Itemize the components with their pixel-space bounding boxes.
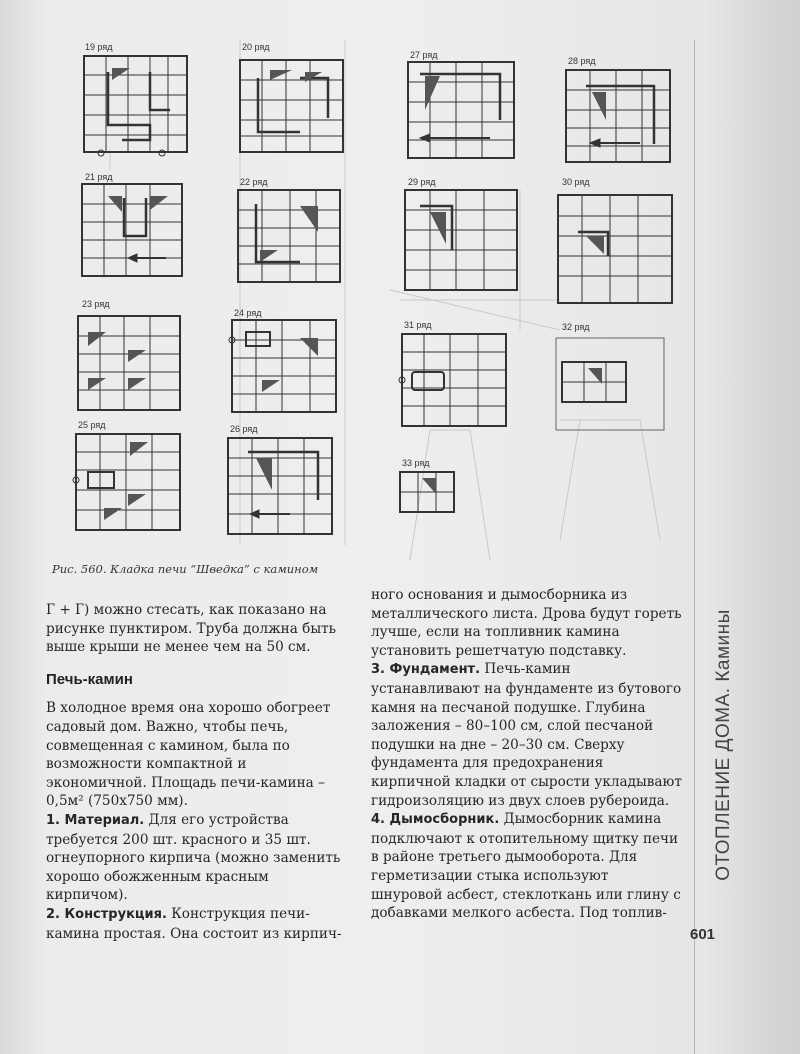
row-label-19: 19 ряд (85, 42, 113, 52)
item-1-text: Для его устройства требуется 200 шт. красного и 35 шт. огнеупорного кирпича (можно заменить хорошо обожженным красным кирпичом). (46, 811, 341, 904)
item-1-label: 1. Материал. (46, 812, 145, 828)
item-3-text: Печь-камин устанавливают на фундаменте из бутового камня на песчаной подушке. Глубина заложения – 80–100 см, слой песчаной подушки на дне – 20–30 см. Сверху фундамента для предохранения кирпичной кладки от сырости укладывают гидроизоляцию из двух слоев рубероида. (371, 661, 682, 809)
row-label-25: 25 ряд (78, 420, 106, 430)
masonry-row-29 (405, 190, 517, 290)
item-3-label: 3. Фундамент. (371, 662, 481, 678)
row-label-21: 21 ряд (85, 172, 113, 182)
masonry-row-31 (399, 334, 506, 426)
masonry-row-24 (229, 320, 336, 412)
row-label-22: 22 ряд (240, 177, 268, 187)
item-2-text: Конструкция печи-камина простая. Она состоит из кирпич- (46, 905, 342, 942)
background-sketch (110, 40, 660, 560)
row-label-26: 26 ряд (230, 424, 258, 434)
row-label-24: 24 ряд (234, 308, 262, 318)
paragraph-continued: ного основания и дымосборника из металлического листа. Дрова будут гореть лучше, если на топливник камина установить решетчатую подставку. (371, 587, 682, 659)
masonry-row-23 (78, 316, 180, 410)
item-1 (46, 811, 351, 905)
row-label-31: 31 ряд (404, 320, 432, 330)
intro-paragraph: Г + Г) можно стесать, как показано на рисунке пунктиром. Труба должна быть выше крыши не менее чем на 50 см. (46, 602, 337, 656)
row-label-20: 20 ряд (242, 42, 270, 52)
masonry-row-33 (400, 472, 454, 512)
masonry-row-20 (240, 60, 343, 152)
row-label-27: 27 ряд (410, 50, 438, 60)
row-label-29: 29 ряд (408, 177, 436, 187)
row-label-32: 32 ряд (562, 322, 590, 332)
figure-caption: Рис. 560. Кладка печи “Шведка” с камином (52, 562, 319, 576)
chapter-sidebar (704, 580, 744, 910)
paragraph-1: В холодное время она хорошо обогреет садовый дом. Важно, чтобы печь, совмещенная с камином, была по возможности компактной и экономичной. Площадь печи-камина – 0,5м² (750х750 мм). (46, 700, 331, 810)
masonry-row-26 (228, 438, 332, 534)
item-2 (46, 905, 351, 943)
masonry-row-22 (238, 190, 340, 282)
chapter-title: ОТОПЛЕНИЕ ДОМА. Камины (713, 609, 735, 881)
masonry-row-25 (73, 434, 180, 530)
page-number: 601 (690, 926, 716, 943)
section-heading: Печь-камин (46, 670, 133, 688)
row-label-23: 23 ряд (82, 299, 110, 309)
masonry-row-28 (566, 70, 670, 162)
masonry-row-30 (558, 195, 672, 303)
row-label-30: 30 ряд (562, 177, 590, 187)
item-4-text: Дымосборник камина подключают к отопительному щитку печи в районе третьего дымооборота. Для герметизации стыка используют шнуровой асбест, стеклоткань или глину с добавками мелкого асбеста. Под топлив- (371, 811, 681, 922)
masonry-row-21 (82, 184, 182, 276)
item-4-label: 4. Дымосборник. (371, 812, 500, 828)
row-label-33: 33 ряд (402, 458, 430, 468)
row-label-28: 28 ряд (568, 56, 596, 66)
text-column-right (371, 586, 683, 923)
masonry-row-19 (84, 56, 187, 156)
item-4 (371, 810, 683, 923)
item-3 (371, 660, 683, 810)
text-column-left (46, 601, 351, 943)
masonry-row-32 (556, 338, 664, 430)
masonry-row-27 (408, 62, 514, 158)
item-2-label: 2. Конструкция. (46, 906, 167, 922)
